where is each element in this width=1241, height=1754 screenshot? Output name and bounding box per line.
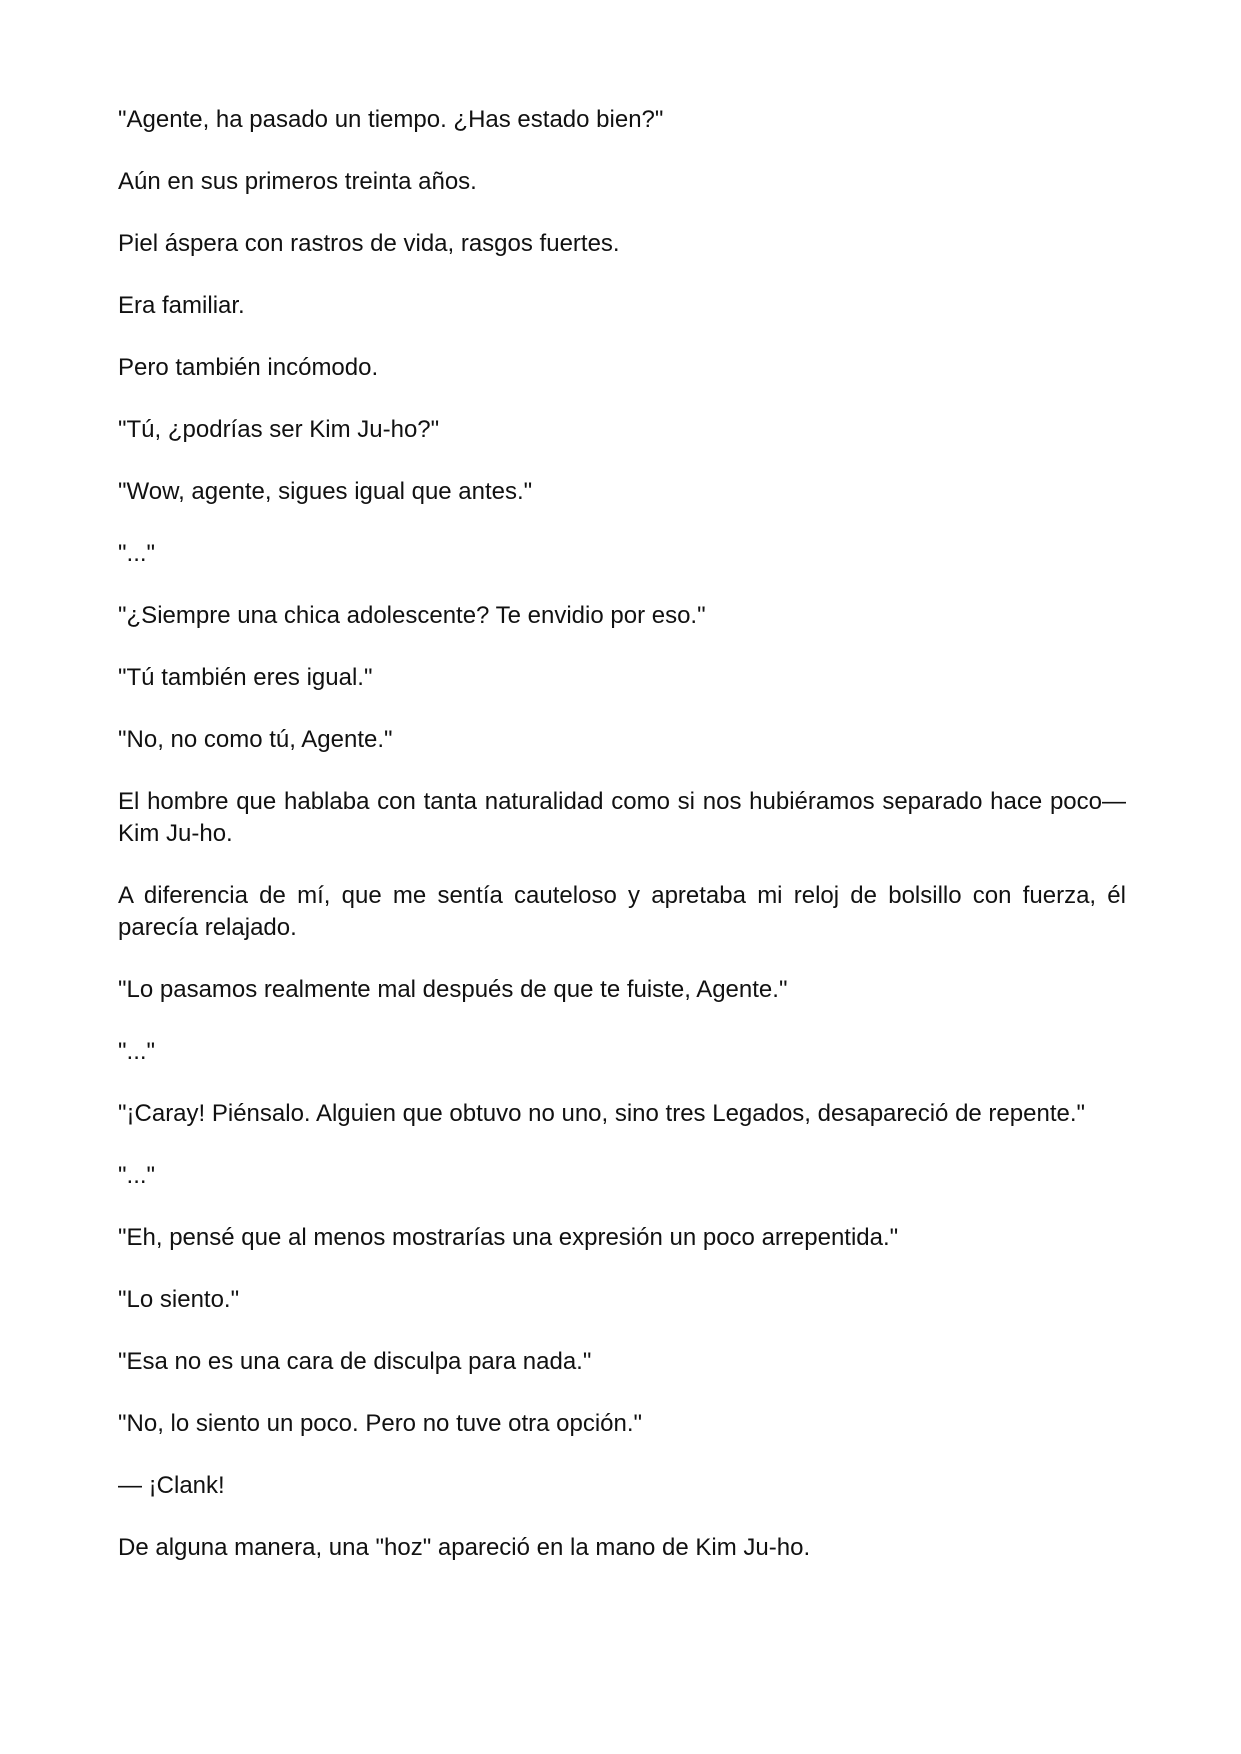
paragraph: De alguna manera, una "hoz" apareció en la mano de Kim Ju-ho. [118, 1534, 811, 1561]
paragraph: A diferencia de mí, que me sentía cauteloso y apretaba mi reloj de bolsillo con fuerza, él parecía relajado. [118, 882, 1126, 941]
paragraph: "¡Caray! Piénsalo. Alguien que obtuvo no uno, sino tres Legados, desapareció de repente." [118, 1100, 1086, 1127]
paragraph: — ¡Clank! [118, 1472, 225, 1499]
document-body [118, 104, 1126, 1594]
paragraph: Era familiar. [118, 292, 245, 319]
paragraph: Aún en sus primeros treinta años. [118, 168, 477, 195]
paragraph: "..." [118, 1162, 156, 1189]
paragraph: "Esa no es una cara de disculpa para nada." [118, 1348, 592, 1375]
paragraph: "Eh, pensé que al menos mostrarías una expresión un poco arrepentida." [118, 1224, 899, 1251]
paragraph: "Tú, ¿podrías ser Kim Ju-ho?" [118, 416, 440, 443]
paragraph: "¿Siempre una chica adolescente? Te envidio por eso." [118, 602, 706, 629]
paragraph: Piel áspera con rastros de vida, rasgos fuertes. [118, 230, 620, 257]
paragraph: "No, no como tú, Agente." [118, 726, 393, 753]
paragraph: "..." [118, 1038, 156, 1065]
paragraph: "No, lo siento un poco. Pero no tuve otra opción." [118, 1410, 643, 1437]
paragraph: "..." [118, 540, 156, 567]
paragraph: "Lo siento." [118, 1286, 240, 1313]
paragraph: "Lo pasamos realmente mal después de que te fuiste, Agente." [118, 976, 788, 1003]
paragraph: "Tú también eres igual." [118, 664, 373, 691]
paragraph: "Agente, ha pasado un tiempo. ¿Has estado bien?" [118, 106, 664, 133]
paragraph: Pero también incómodo. [118, 354, 379, 381]
paragraph: El hombre que hablaba con tanta naturalidad como si nos hubiéramos separado hace poco—Kim Ju-ho. [118, 788, 1126, 847]
paragraph: "Wow, agente, sigues igual que antes." [118, 478, 533, 505]
